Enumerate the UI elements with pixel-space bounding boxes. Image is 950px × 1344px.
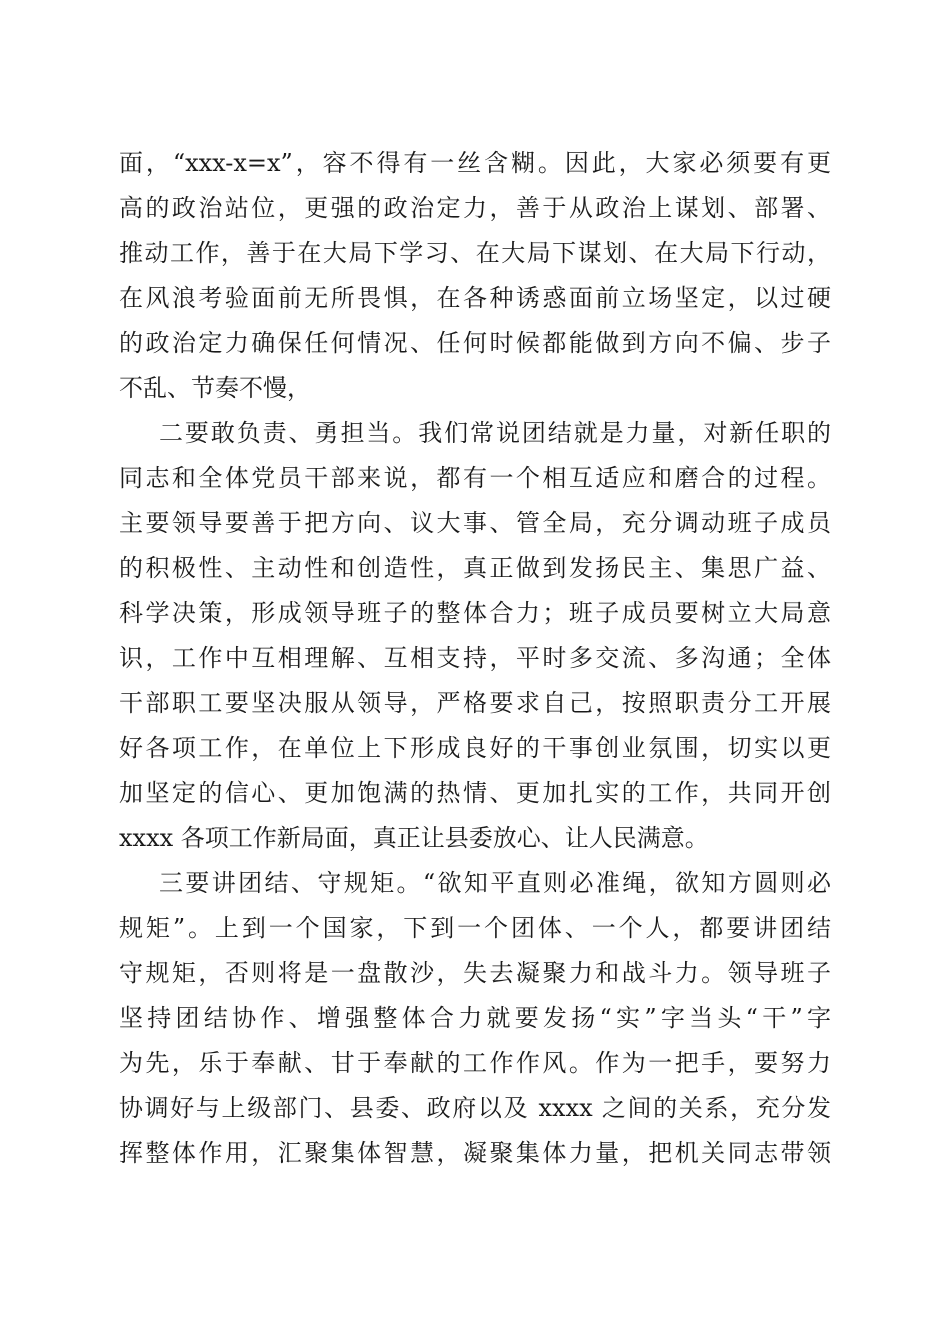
paragraph-1 bbox=[119, 141, 831, 411]
text-line: 识，工作中互相理解、互相支持，平时多交流、多沟通；全体 bbox=[119, 644, 831, 672]
text-line: 推动工作，善于在大局下学习、在大局下谋划、在大局下行动， bbox=[119, 239, 831, 267]
text-line: 加坚定的信心、更加饱满的热情、更加扎实的工作，共同开创 bbox=[119, 779, 831, 807]
text-line: 的政治定力确保任何情况、任何时候都能做到方向不偏、步子 bbox=[119, 329, 831, 357]
text-line: 的积极性、主动性和创造性，真正做到发扬民主、集思广益、 bbox=[119, 554, 831, 582]
text-line: 高的政治站位，更强的政治定力，善于从政治上谋划、部署、 bbox=[119, 194, 831, 222]
text-line: 好各项工作，在单位上下形成良好的干事创业氛围，切实以更 bbox=[119, 734, 831, 762]
text-line: 在风浪考验面前无所畏惧，在各种诱惑面前立场坚定，以过硬 bbox=[119, 284, 831, 312]
text-line: xxxx 各项工作新局面，真正让县委放心、让人民满意。 bbox=[119, 824, 709, 852]
text-line: 二要敢负责、勇担当。我们常说团结就是力量，对新任职的 bbox=[159, 419, 831, 447]
text-line: 同志和全体党员干部来说，都有一个相互适应和磨合的过程。 bbox=[119, 464, 831, 492]
text-line: 面，“xxx-x=x”，容不得有一丝含糊。因此，大家必须要有更 bbox=[119, 149, 831, 177]
text-line: 主要领导要善于把方向、议大事、管全局，充分调动班子成员 bbox=[119, 509, 831, 537]
text-line: 挥整体作用，汇聚集体智慧，凝聚集体力量，把机关同志带领 bbox=[119, 1139, 831, 1167]
text-line: 为先，乐于奉献、甘于奉献的工作作风。作为一把手，要努力 bbox=[119, 1049, 831, 1077]
text-line: 不乱、节奏不慢， bbox=[119, 374, 311, 402]
text-line: 科学决策，形成领导班子的整体合力；班子成员要树立大局意 bbox=[119, 599, 831, 627]
paragraph-2 bbox=[119, 411, 831, 861]
text-line: 规矩”。上到一个国家，下到一个团体、一个人，都要讲团结 bbox=[119, 914, 831, 942]
paragraph-3 bbox=[119, 861, 831, 1176]
text-line: 三要讲团结、守规矩。“欲知平直则必准绳，欲知方圆则必 bbox=[159, 869, 831, 897]
text-line: 干部职工要坚决服从领导，严格要求自己，按照职责分工开展 bbox=[119, 689, 831, 717]
text-line: 坚持团结协作、增强整体合力就要发扬“实”字当头“干”字 bbox=[119, 1004, 831, 1032]
text-line: 协调好与上级部门、县委、政府以及 xxxx 之间的关系，充分发 bbox=[119, 1094, 831, 1122]
text-line: 守规矩，否则将是一盘散沙，失去凝聚力和战斗力。领导班子 bbox=[119, 959, 831, 987]
body-text bbox=[119, 141, 831, 1176]
